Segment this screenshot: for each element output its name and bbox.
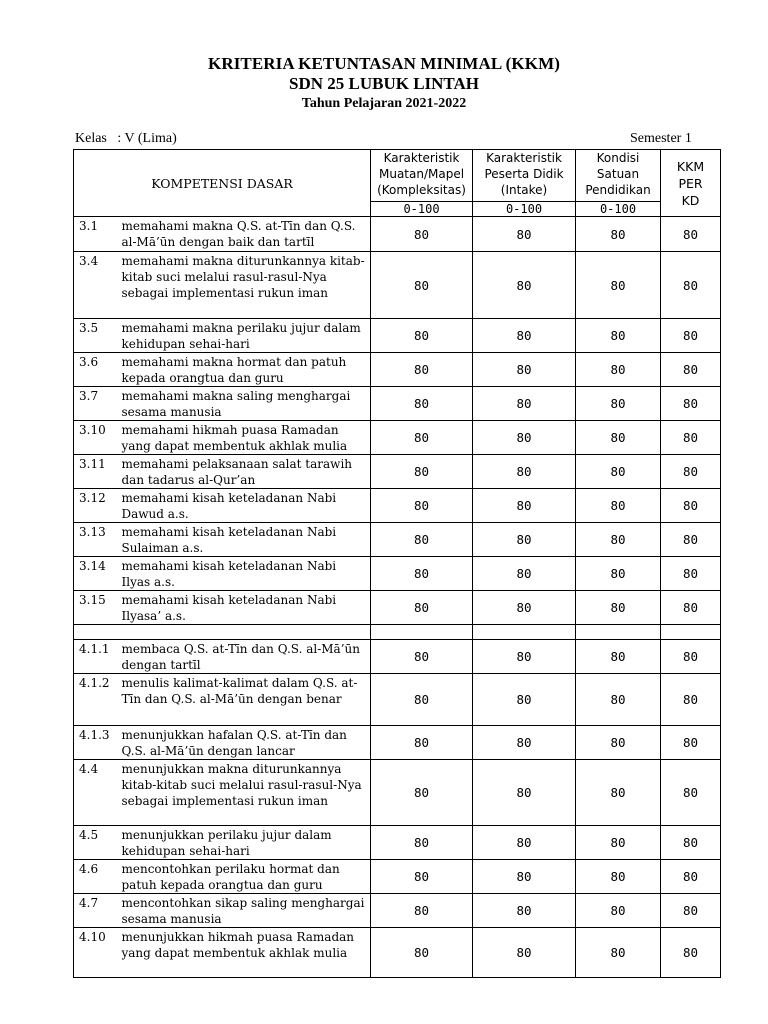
kd-description: mencontohkan sikap saling menghargai sesama manusia [122, 894, 371, 928]
value-kondisi: 80 [576, 421, 661, 455]
kd-code: 4.4 [74, 760, 122, 826]
table-row [74, 640, 721, 674]
kd-code: 4.1.2 [74, 674, 122, 726]
kd-description: memahami kisah keteladanan Nabi Ilyas a.s. [122, 557, 371, 591]
value-kkm: 80 [661, 455, 721, 489]
table-row [74, 353, 721, 387]
school-year: Tahun Pelajaran 2021-2022 [301, 96, 467, 111]
header-kompleksitas: Karakteristik Muatan/Mapel (Kompleksitas) [371, 150, 473, 202]
value-kkm: 80 [661, 928, 721, 978]
value-kompleksitas: 80 [371, 860, 473, 894]
kd-description: memahami makna diturunkannya kitab-kitab suci melalui rasul-rasul-Nya sebagai implementasi rukun iman [122, 252, 371, 319]
header-kondisi: Kondisi Satuan Pendidikan [576, 150, 661, 202]
value-intake: 80 [473, 826, 576, 860]
value-kkm: 80 [661, 760, 721, 826]
kd-description: memahami makna Q.S. at-Tīn dan Q.S. al-Mā’ūn dengan baik dan tartīl [122, 217, 371, 252]
table-row [74, 252, 721, 319]
kd-description: memahami kisah keteladanan Nabi Ilyasa’ a.s. [122, 591, 371, 625]
kd-description: menunjukkan perilaku jujur dalam kehidupan sehai-hari [122, 826, 371, 860]
header-kkm-per-kd: KKM PER KD [661, 150, 721, 217]
table-row [74, 217, 721, 252]
document-title: KRITERIA KETUNTASAN MINIMAL (KKM) [208, 54, 560, 73]
value-intake: 80 [473, 894, 576, 928]
table-row [74, 455, 721, 489]
table-row [74, 674, 721, 726]
kd-code: 3.1 [74, 217, 122, 252]
value-kondisi: 80 [576, 523, 661, 557]
kd-code: 3.6 [74, 353, 122, 387]
value-intake: 80 [473, 319, 576, 353]
value-kkm: 80 [661, 523, 721, 557]
school-name: SDN 25 LUBUK LINTAH [288, 74, 480, 93]
header-kompetensi-dasar: KOMPETENSI DASAR [74, 150, 371, 217]
value-intake: 80 [473, 217, 576, 252]
kd-description: menulis kalimat-kalimat dalam Q.S. at-Tīn dan Q.S. al-Mā’ūn dengan benar [122, 674, 371, 726]
value-intake: 80 [473, 760, 576, 826]
value-kkm: 80 [661, 557, 721, 591]
value-intake: 80 [473, 353, 576, 387]
kd-code: 4.6 [74, 860, 122, 894]
semester-label: Semester 1 [630, 131, 692, 146]
value-intake: 80 [473, 860, 576, 894]
kd-description: memahami makna perilaku jujur dalam kehidupan sehai-hari [122, 319, 371, 353]
kd-code: 4.1.3 [74, 726, 122, 760]
value-kondisi: 80 [576, 928, 661, 978]
value-kompleksitas: 80 [371, 674, 473, 726]
value-kompleksitas: 80 [371, 726, 473, 760]
kd-code: 3.5 [74, 319, 122, 353]
value-intake: 80 [473, 928, 576, 978]
range-intake: 0-100 [473, 202, 576, 217]
value-intake: 80 [473, 640, 576, 674]
value-kkm: 80 [661, 421, 721, 455]
value-kompleksitas: 80 [371, 489, 473, 523]
value-kkm: 80 [661, 319, 721, 353]
value-intake: 80 [473, 523, 576, 557]
value-kondisi: 80 [576, 489, 661, 523]
value-kompleksitas: 80 [371, 928, 473, 978]
table-row [74, 557, 721, 591]
kd-description: memahami kisah keteladanan Nabi Sulaiman a.s. [122, 523, 371, 557]
kd-description: memahami makna hormat dan patuh kepada orangtua dan guru [122, 353, 371, 387]
value-kondisi: 80 [576, 319, 661, 353]
kd-code: 3.10 [74, 421, 122, 455]
value-kompleksitas: 80 [371, 591, 473, 625]
value-intake: 80 [473, 252, 576, 319]
value-kompleksitas: 80 [371, 421, 473, 455]
table-row [74, 489, 721, 523]
value-intake: 80 [473, 387, 576, 421]
value-kkm: 80 [661, 353, 721, 387]
table-row [74, 860, 721, 894]
table-row [74, 826, 721, 860]
value-kkm: 80 [661, 640, 721, 674]
value-kompleksitas: 80 [371, 387, 473, 421]
kd-code: 3.7 [74, 387, 122, 421]
value-kompleksitas: 80 [371, 455, 473, 489]
value-kompleksitas: 80 [371, 640, 473, 674]
value-kondisi: 80 [576, 726, 661, 760]
value-kondisi: 80 [576, 674, 661, 726]
value-kondisi: 80 [576, 826, 661, 860]
value-intake: 80 [473, 726, 576, 760]
kd-description: mencontohkan perilaku hormat dan patuh kepada orangtua dan guru [122, 860, 371, 894]
kd-code: 4.1.1 [74, 640, 122, 674]
value-kkm: 80 [661, 489, 721, 523]
value-kkm: 80 [661, 894, 721, 928]
kkm-table [73, 149, 721, 978]
value-intake: 80 [473, 557, 576, 591]
kd-code: 3.11 [74, 455, 122, 489]
kd-description: menunjukkan hikmah puasa Ramadan yang dapat membentuk akhlak mulia [122, 928, 371, 978]
kd-description: memahami hikmah puasa Ramadan yang dapat membentuk akhlak mulia [122, 421, 371, 455]
kd-code: 3.14 [74, 557, 122, 591]
header-intake: Karakteristik Peserta Didik (Intake) [473, 150, 576, 202]
table-row [74, 421, 721, 455]
value-kondisi: 80 [576, 252, 661, 319]
kd-description: memahami makna saling menghargai sesama manusia [122, 387, 371, 421]
kd-description: membaca Q.S. at-Tīn dan Q.S. al-Mā’ūn dengan tartīl [122, 640, 371, 674]
kd-description: menunjukkan makna diturunkannya kitab-kitab suci melalui rasul-rasul-Nya sebagai implementasi rukun iman [122, 760, 371, 826]
value-kompleksitas: 80 [371, 319, 473, 353]
value-intake: 80 [473, 674, 576, 726]
kd-code: 4.7 [74, 894, 122, 928]
value-kkm: 80 [661, 674, 721, 726]
kd-code: 4.5 [74, 826, 122, 860]
kd-description: memahami kisah keteladanan Nabi Dawud a.s. [122, 489, 371, 523]
class-label: Kelas : V (Lima) [75, 131, 177, 146]
value-kondisi: 80 [576, 387, 661, 421]
kd-description: memahami pelaksanaan salat tarawih dan tadarus al-Qur’an [122, 455, 371, 489]
value-kondisi: 80 [576, 455, 661, 489]
table-row [74, 726, 721, 760]
kd-description: menunjukkan hafalan Q.S. at-Tīn dan Q.S. al-Mā’ūn dengan lancar [122, 726, 371, 760]
table-row [74, 591, 721, 625]
value-kompleksitas: 80 [371, 252, 473, 319]
separator-row [74, 625, 721, 640]
value-kompleksitas: 80 [371, 894, 473, 928]
value-kompleksitas: 80 [371, 217, 473, 252]
table-row [74, 523, 721, 557]
value-kompleksitas: 80 [371, 353, 473, 387]
value-kondisi: 80 [576, 640, 661, 674]
value-kkm: 80 [661, 860, 721, 894]
value-kondisi: 80 [576, 591, 661, 625]
value-kondisi: 80 [576, 860, 661, 894]
range-kondisi: 0-100 [576, 202, 661, 217]
kd-code: 4.10 [74, 928, 122, 978]
value-kompleksitas: 80 [371, 523, 473, 557]
value-kondisi: 80 [576, 217, 661, 252]
value-kompleksitas: 80 [371, 760, 473, 826]
value-kondisi: 80 [576, 760, 661, 826]
kd-code: 3.4 [74, 252, 122, 319]
value-kkm: 80 [661, 387, 721, 421]
value-kondisi: 80 [576, 353, 661, 387]
value-kkm: 80 [661, 726, 721, 760]
value-kompleksitas: 80 [371, 826, 473, 860]
value-intake: 80 [473, 489, 576, 523]
kd-code: 3.15 [74, 591, 122, 625]
value-intake: 80 [473, 591, 576, 625]
range-kompleksitas: 0-100 [371, 202, 473, 217]
value-kondisi: 80 [576, 557, 661, 591]
table-row [74, 319, 721, 353]
value-kkm: 80 [661, 252, 721, 319]
table-row [74, 928, 721, 978]
table-row [74, 894, 721, 928]
table-row [74, 387, 721, 421]
kd-code: 3.13 [74, 523, 122, 557]
kd-code: 3.12 [74, 489, 122, 523]
value-kkm: 80 [661, 591, 721, 625]
value-kkm: 80 [661, 217, 721, 252]
table-row [74, 760, 721, 826]
value-intake: 80 [473, 421, 576, 455]
value-kompleksitas: 80 [371, 557, 473, 591]
value-intake: 80 [473, 455, 576, 489]
value-kondisi: 80 [576, 894, 661, 928]
value-kkm: 80 [661, 826, 721, 860]
